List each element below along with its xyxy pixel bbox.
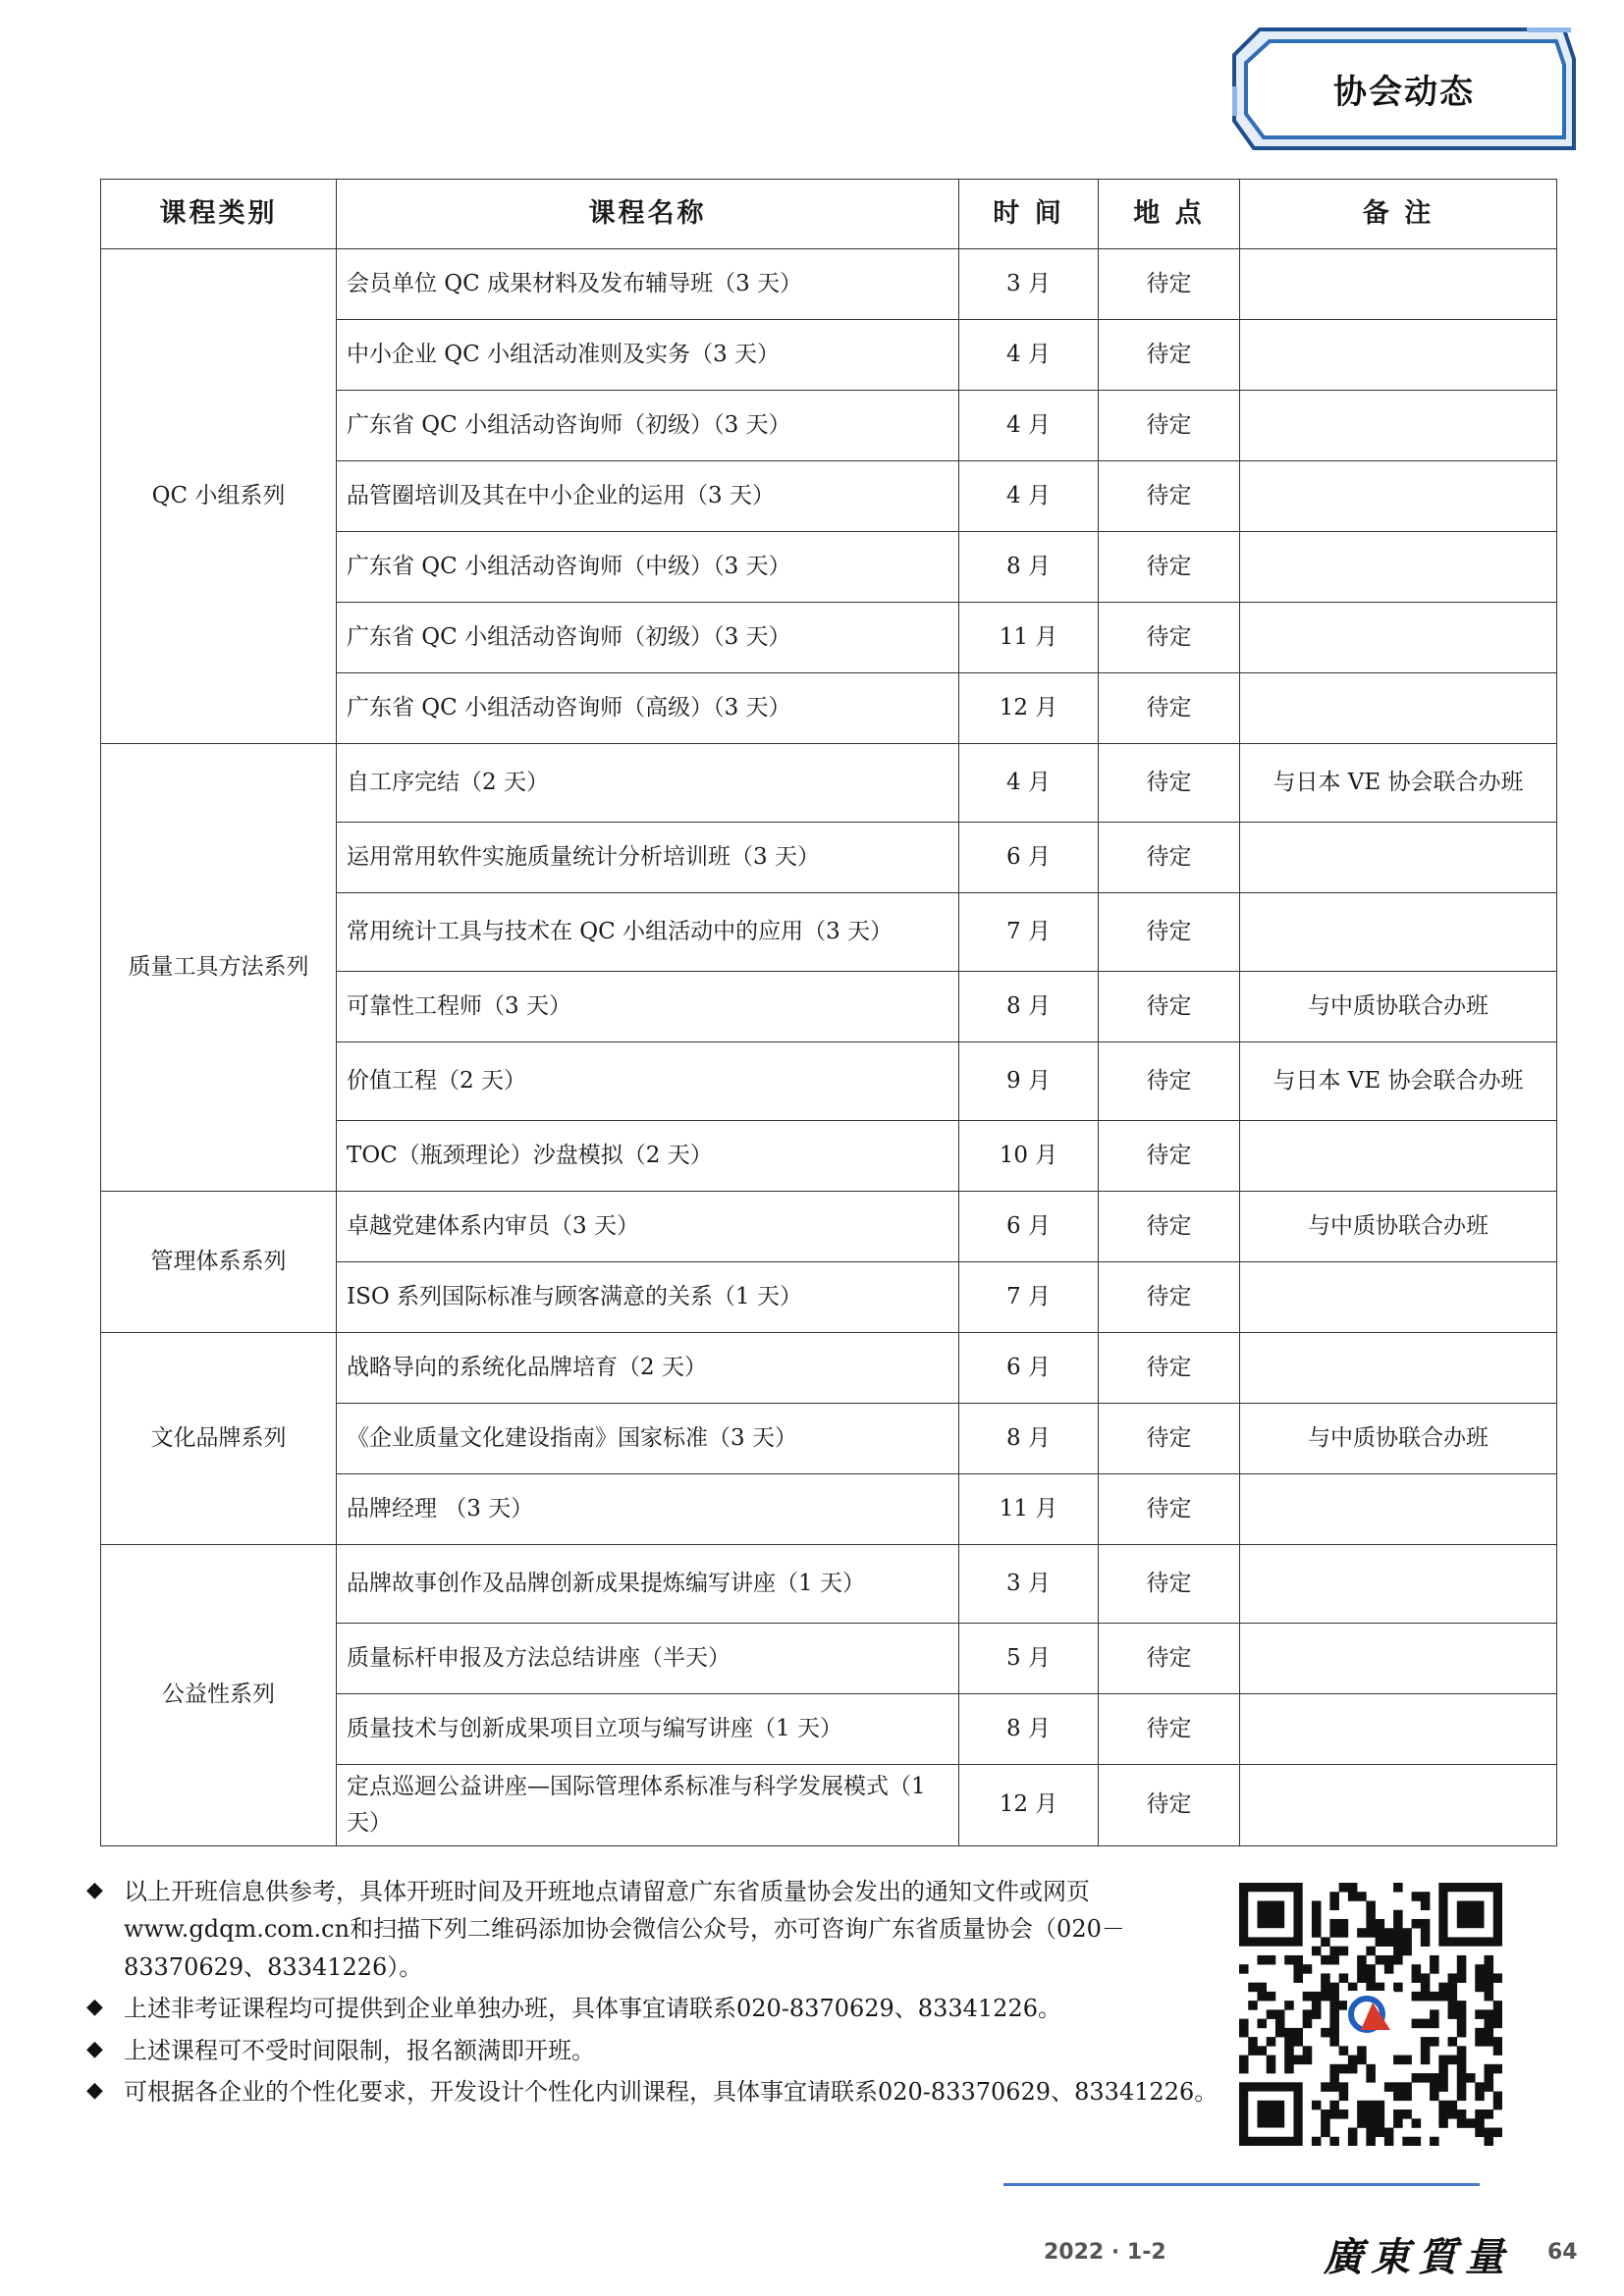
course-time: 11 月 [959,603,1099,673]
course-time: 8 月 [959,532,1099,603]
course-time: 11 月 [959,1474,1099,1545]
course-note: 与中质协联合办班 [1240,1404,1557,1474]
notes-list [86,1873,1225,2114]
course-note: 与日本 VE 协会联合办班 [1240,744,1557,823]
note-item [86,1873,1225,1986]
course-time: 9 月 [959,1042,1099,1121]
course-note: 与日本 VE 协会联合办班 [1240,1042,1557,1121]
course-place: 待定 [1099,1333,1240,1404]
course-note [1240,1545,1557,1624]
course-name: 定点巡迴公益讲座—国际管理体系标准与科学发展模式（1 天） [337,1765,959,1846]
qr-code-icon [1239,1883,1502,2146]
wechat-qr-code [1239,1883,1502,2146]
category-cell: 管理体系系列 [101,1192,337,1333]
course-time: 8 月 [959,1694,1099,1765]
course-name: 《企业质量文化建设指南》国家标准（3 天） [337,1404,959,1474]
course-time: 3 月 [959,249,1099,320]
course-note [1240,603,1557,673]
note-text: 上述非考证课程均可提供到企业单独办班，具体事宜请联系020-8370629、83341226。 [124,1995,1061,2023]
course-name: 品牌故事创作及品牌创新成果提炼编写讲座（1 天） [337,1545,959,1624]
course-place: 待定 [1099,603,1240,673]
course-name: 中小企业 QC 小组活动准则及实务（3 天） [337,320,959,391]
header-time: 时 间 [959,180,1099,249]
table-header-row [101,180,1557,249]
course-place: 待定 [1099,249,1240,320]
header-place: 地 点 [1099,180,1240,249]
course-time: 7 月 [959,1262,1099,1333]
course-place: 待定 [1099,1121,1240,1192]
course-note [1240,1694,1557,1765]
category-cell: 质量工具方法系列 [101,744,337,1192]
course-place: 待定 [1099,320,1240,391]
note-item [86,2032,1225,2069]
course-note [1240,1474,1557,1545]
course-time: 8 月 [959,1404,1099,1474]
course-name: 自工序完结（2 天） [337,744,959,823]
course-time: 12 月 [959,1765,1099,1846]
course-place: 待定 [1099,1765,1240,1846]
course-note [1240,532,1557,603]
course-name: 广东省 QC 小组活动咨询师（中级）（3 天） [337,532,959,603]
course-note [1240,823,1557,893]
course-name: 质量标杆申报及方法总结讲座（半天） [337,1624,959,1694]
course-note [1240,320,1557,391]
course-place: 待定 [1099,1404,1240,1474]
course-place: 待定 [1099,744,1240,823]
course-name: 品牌经理 （3 天） [337,1474,959,1545]
course-time: 6 月 [959,1333,1099,1404]
section-tag [1232,27,1576,150]
course-place: 待定 [1099,823,1240,893]
note-item [86,1990,1225,2027]
table-row [101,249,1557,320]
section-tag-label: 协会动态 [1333,73,1475,112]
footer-rule [1003,2183,1480,2186]
course-place: 待定 [1099,461,1240,532]
course-time: 7 月 [959,893,1099,972]
course-note [1240,1624,1557,1694]
course-name: 卓越党建体系内审员（3 天） [337,1192,959,1262]
course-time: 6 月 [959,823,1099,893]
course-name: 会员单位 QC 成果材料及发布辅导班（3 天） [337,249,959,320]
course-note [1240,1333,1557,1404]
page-number: 64 [1547,2240,1578,2265]
diamond-icon: ◆ [86,1995,103,2020]
course-place: 待定 [1099,1192,1240,1262]
course-note: 与中质协联合办班 [1240,1192,1557,1262]
table-row [101,1545,1557,1624]
course-place: 待定 [1099,972,1240,1042]
course-name: 广东省 QC 小组活动咨询师（初级）（3 天） [337,391,959,461]
course-table [100,179,1557,1846]
course-time: 5 月 [959,1624,1099,1694]
course-note [1240,673,1557,744]
course-note [1240,1262,1557,1333]
course-time: 4 月 [959,461,1099,532]
course-note [1240,893,1557,972]
course-place: 待定 [1099,1694,1240,1765]
diamond-icon: ◆ [86,1878,103,1902]
diamond-icon: ◆ [86,2036,103,2061]
table-row [101,1192,1557,1262]
header-note: 备 注 [1240,180,1557,249]
course-place: 待定 [1099,673,1240,744]
course-name: 品管圈培训及其在中小企业的运用（3 天） [337,461,959,532]
course-name: ISO 系列国际标准与顾客满意的关系（1 天） [337,1262,959,1333]
course-note [1240,461,1557,532]
course-place: 待定 [1099,1624,1240,1694]
course-place: 待定 [1099,1474,1240,1545]
note-text: 可根据各企业的个性化要求，开发设计个性化内训课程，具体事宜请联系020-83370629、83341226。 [124,2077,1218,2106]
course-time: 6 月 [959,1192,1099,1262]
course-place: 待定 [1099,532,1240,603]
course-name: 广东省 QC 小组活动咨询师（高级）（3 天） [337,673,959,744]
course-name: 运用常用软件实施质量统计分析培训班（3 天） [337,823,959,893]
category-cell: QC 小组系列 [101,249,337,744]
course-time: 4 月 [959,391,1099,461]
footer-issue-date: 2022 · 1-2 [1044,2240,1166,2265]
course-place: 待定 [1099,1545,1240,1624]
course-time: 4 月 [959,744,1099,823]
course-note [1240,249,1557,320]
course-name: 广东省 QC 小组活动咨询师（初级）（3 天） [337,603,959,673]
header-course-name: 课程名称 [337,180,959,249]
footer-brand-logo: 廣東質量 [1324,2234,1512,2280]
course-name: 质量技术与创新成果项目立项与编写讲座（1 天） [337,1694,959,1765]
course-note: 与中质协联合办班 [1240,972,1557,1042]
course-name: 可靠性工程师（3 天） [337,972,959,1042]
header-category: 课程类别 [101,180,337,249]
course-note [1240,391,1557,461]
table-row [101,1333,1557,1404]
note-item [86,2073,1225,2110]
course-place: 待定 [1099,1042,1240,1121]
course-place: 待定 [1099,1262,1240,1333]
course-place: 待定 [1099,391,1240,461]
category-cell: 公益性系列 [101,1545,337,1846]
diamond-icon: ◆ [86,2077,103,2103]
course-time: 3 月 [959,1545,1099,1624]
course-name: TOC（瓶颈理论）沙盘模拟（2 天） [337,1121,959,1192]
course-time: 12 月 [959,673,1099,744]
note-text: 上述课程可不受时间限制，报名额满即开班。 [124,2036,595,2064]
course-name: 战略导向的系统化品牌培育（2 天） [337,1333,959,1404]
course-name: 价值工程（2 天） [337,1042,959,1121]
course-note [1240,1765,1557,1846]
course-place: 待定 [1099,893,1240,972]
course-time: 8 月 [959,972,1099,1042]
course-note [1240,1121,1557,1192]
course-name: 常用统计工具与技术在 QC 小组活动中的应用（3 天） [337,893,959,972]
table-row [101,744,1557,823]
course-time: 10 月 [959,1121,1099,1192]
note-text: 以上开班信息供参考，具体开班时间及开班地点请留意广东省质量协会发出的通知文件或网页www.gdqm.com.cn和扫描下列二维码添加协会微信公众号，亦可咨询广东省质量协会（020－83370629、83341226）。 [124,1878,1125,1981]
course-time: 4 月 [959,320,1099,391]
category-cell: 文化品牌系列 [101,1333,337,1545]
